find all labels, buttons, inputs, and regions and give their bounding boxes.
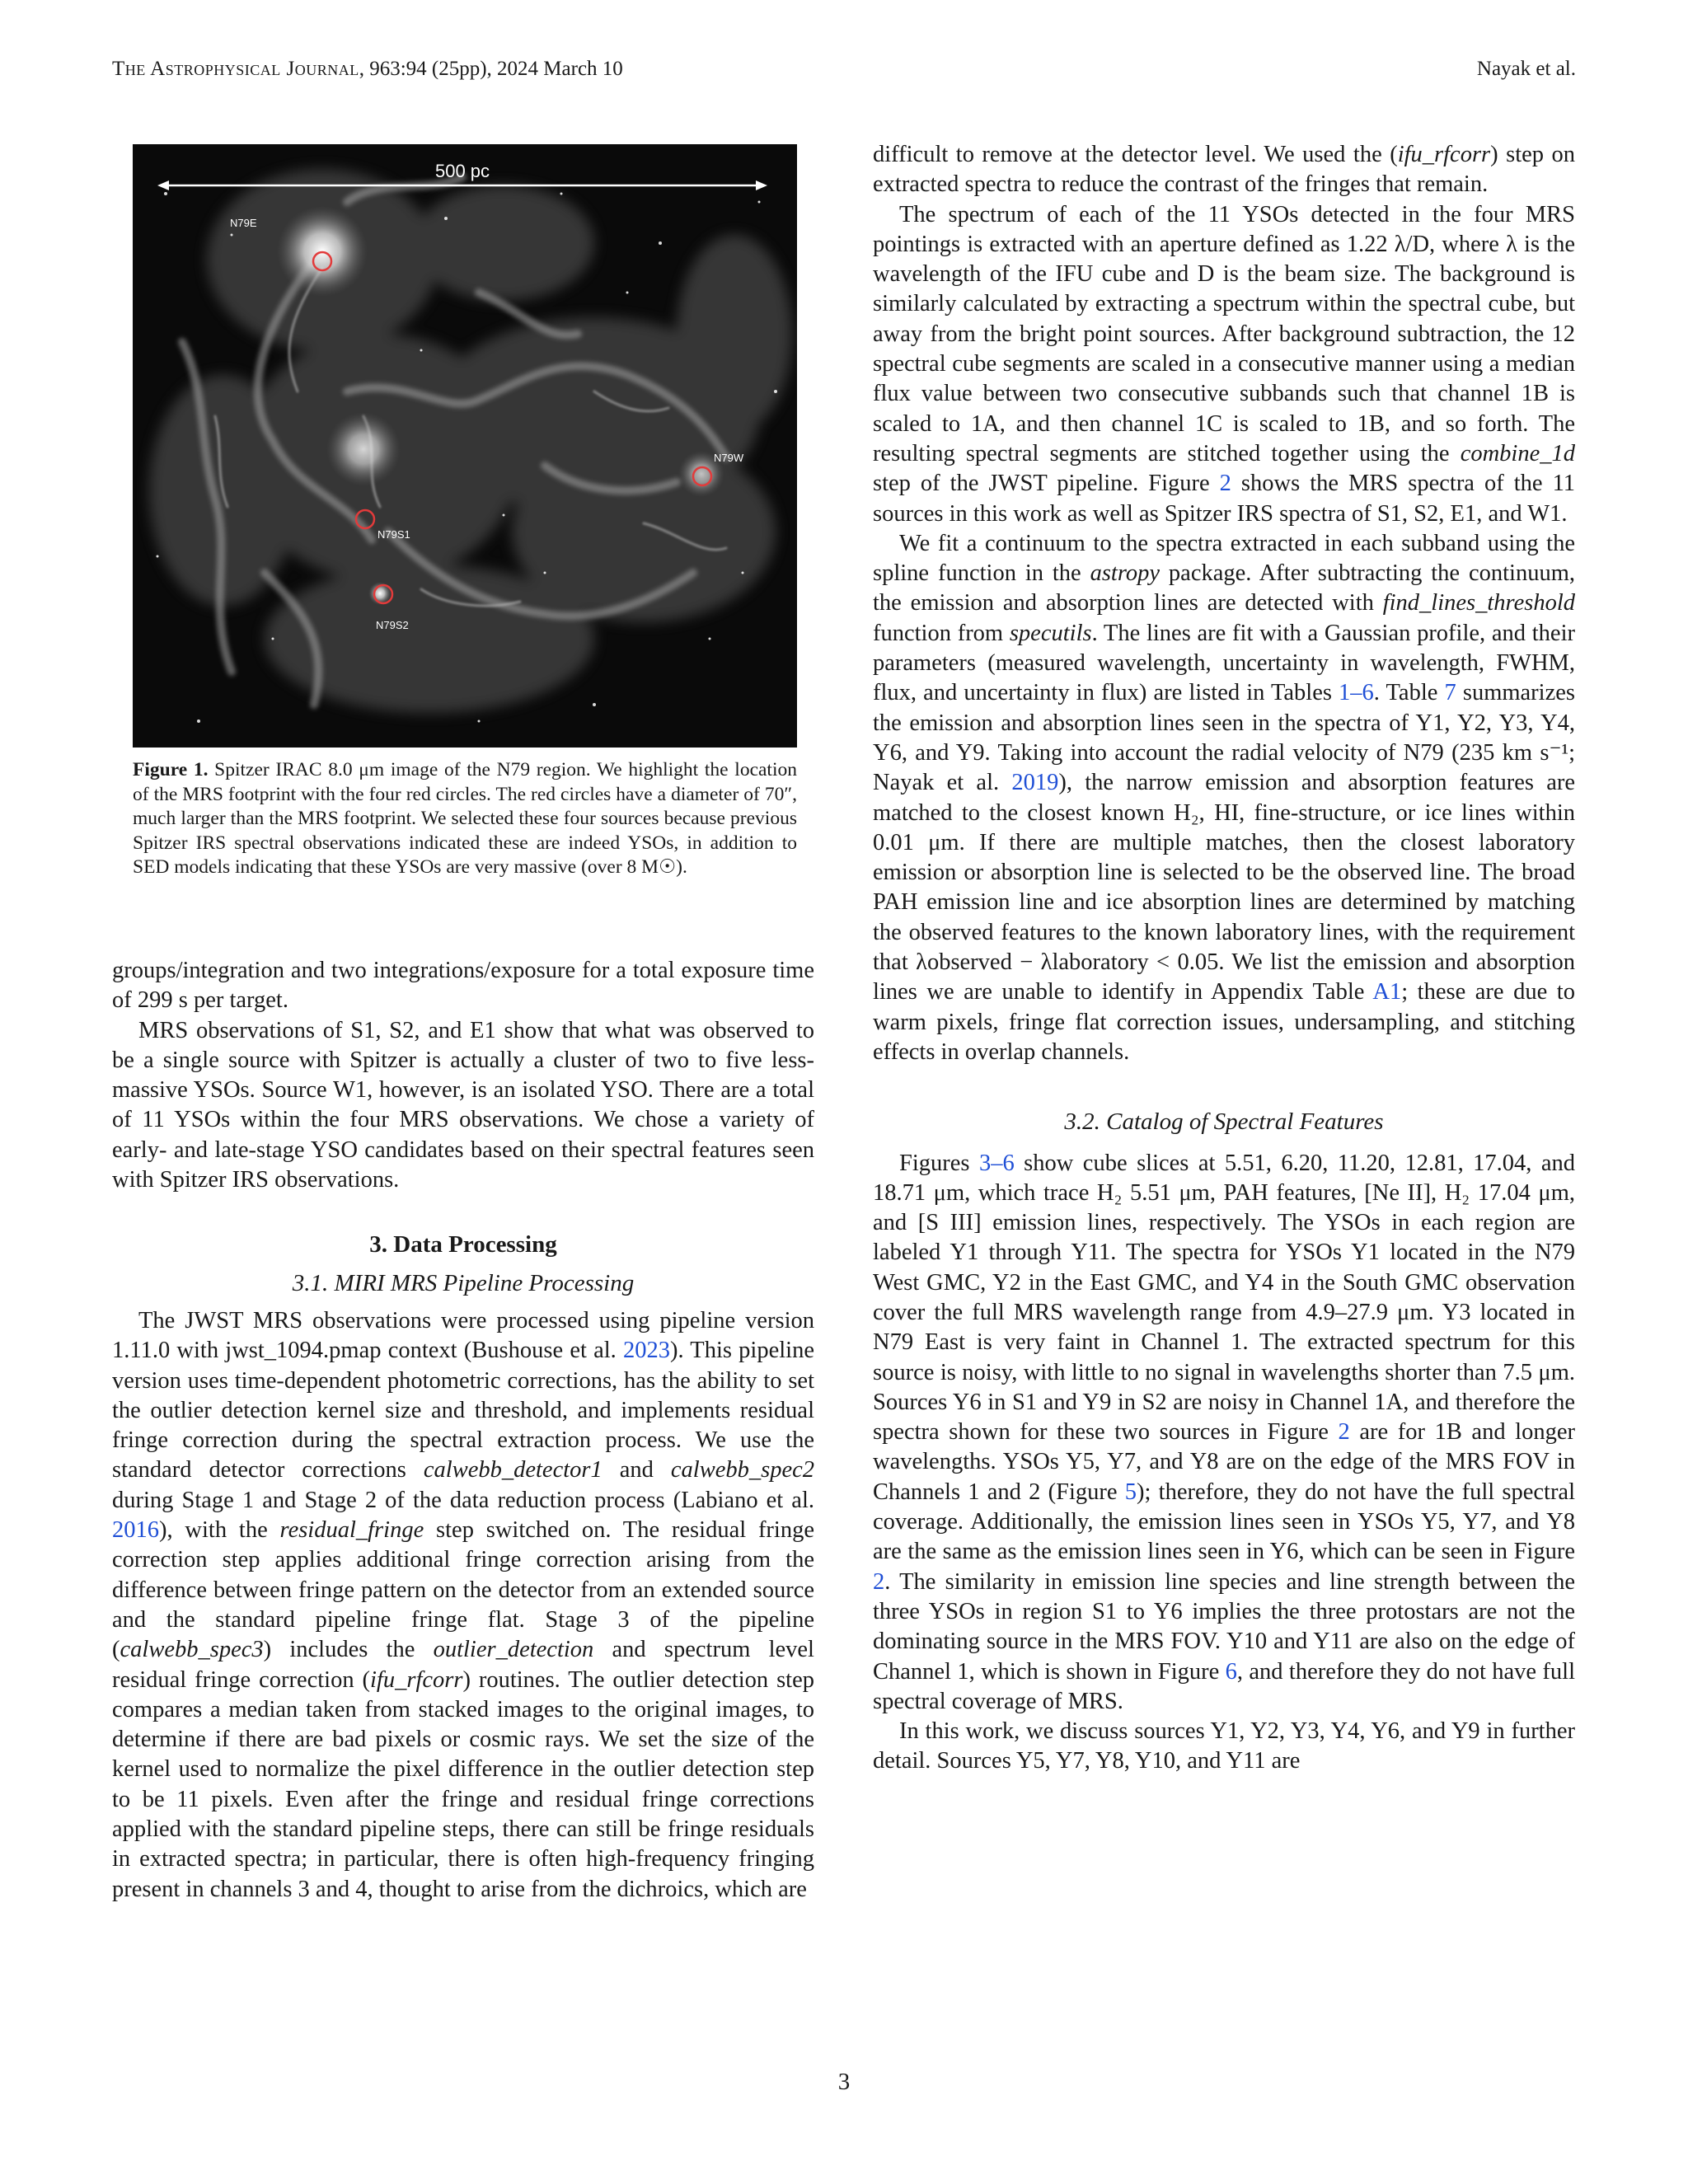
figure-link[interactable]: 5	[1124, 1479, 1137, 1505]
figure-link[interactable]: 2	[873, 1568, 885, 1595]
journal-citation: , 963:94 (25pp), 2024 March 10	[359, 58, 623, 80]
table-link[interactable]: A1	[1372, 979, 1402, 1005]
subsection-title: 3.2. Catalog of Spectral Features	[1064, 1108, 1384, 1136]
left-column	[112, 956, 814, 1905]
scale-bar-label: 500 pc	[434, 161, 490, 181]
page-number: 3	[837, 2069, 851, 2095]
paragraph: Figures 3–6 show cube slices at 5.51, 6.20, 11.20, 12.81, 17.04, and 18.71 μm, which trace H₂ 5.51 μm, PAH features, [Ne II], H₂ 17.04 μm, and [S III] emission lines, respectively. The YSOs in each region are labeled Y1 through Y11. The spectra for YSOs Y1 located in the N79 West GMC, Y2 in the East GMC, and Y4 in the South GMC observation cover the full MRS wavelength range from 4.9–27.9 μm. Y3 located in N79 East is very faint in Channel 1. The extracted spectrum for this source is noisy, with little to no signal in wavelengths shorter than 7.5 μm. Sources Y6 in S1 and Y9 in S2 are noisy in Channel 1A, and therefore the spectra shown for these two sources in Figure 2 are for 1B and longer wavelengths. YSOs Y5, Y7, and Y8 are on the edge of the MRS FOV in Channels 1 and 2 (Figure 5); therefore, they do not have the full spectral coverage. Additionally, the emission lines seen in YSOs Y5, Y7, and Y8 are the same as the emission lines seen in Y6, which can be seen in Figure 2. The similarity in emission line species and line strength between the three YSOs in region S1 to Y6 implies the three protostars are not the dominating source in the MRS FOV. Y10 and Y11 are also on the edge of Channel 1, which is shown in Figure 6, and therefore they do not have full spectral coverage of MRS.	[873, 1150, 1576, 1714]
figure-link[interactable]: 2	[1219, 471, 1231, 497]
label-n79s1: N79S1	[377, 528, 410, 541]
citation-link[interactable]: 2019	[1011, 770, 1059, 796]
paragraph: The JWST MRS observations were processed using pipeline version 1.11.0 with jwst_1094.pmap context (Bushouse et al. 2023). This pipeline version uses time-dependent photometric corrections, has the ability to set the outlier detection kernel size and threshold, and implements residual fringe correction during the spectral extraction process. We use the standard detector corrections calwebb_detector1 and calwebb_spec2 during Stage 1 and Stage 2 of the data reduction process (Labiano et al. 2016), with the residual_fringe step switched on. The residual fringe correction step applies additional fringe correction arising from the difference between fringe pattern on the detector from an extended source and the standard pipeline fringe flat. Stage 3 of the pipeline (calwebb_spec3) includes the outlier_detection and spectrum level residual fringe correction (ifu_rfcorr) routines. The outlier detection step compares a median taken from stacked images to the original images, to determine if there are bad pixels or cosmic rays. We set the size of the kernel used to normalize the pixel difference in the outlier detection step to be 11 pixels. Even after the fringe and residual fringe corrections applied with the standard pipeline steps, there can still be fringe residuals in extracted spectra; in particular, there is often high-frequency fringing present in channels 3 and 4, thought to arise from the dichroics, which are	[112, 1307, 814, 1902]
citation-link[interactable]: 2016	[112, 1517, 159, 1544]
label-n79e: N79E	[230, 217, 257, 229]
running-header-journal	[112, 58, 623, 81]
caption-text: Spitzer IRAC 8.0 μm image of the N79 region. We highlight the location of the MRS footprint with the four red circles. The red circles have a diameter of 70″, much larger than the MRS footprint. We selected these four sources because previous Spitzer IRS spectral observations indicated these are indeed YSOs, in addition to SED models indicating that these YSOs are very massive (over 8 M☉).	[133, 759, 797, 878]
paragraph: We fit a continuum to the spectra extracted in each subband using the spline function in the astropy package. After subtracting the continuum, the emission and absorption lines are detected with find_lines_threshold function from specutils. The lines are fit with a Gaussian profile, and their parameters (measured wavelength, uncertainty in wavelength, FWHM, flux, and uncertainty in flux) are listed in Tables 1–6. Table 7 summarizes the emission and absorption lines seen in the spectra of Y1, Y2, Y3, Y4, Y6, and Y9. Taking into account the radial velocity of N79 (235 km s⁻¹; Nayak et al. 2019), the narrow emission and absorption features are matched to the closest known H₂, HI, fine-structure, or ice lines within 0.01 μm. If there are multiple matches, then the closest laboratory emission or absorption line is selected to be the observed line. The broad PAH emission line and ice absorption lines are determined by matching the observed features to the known laboratory lines, with the requirement that λobserved − λlaboratory < 0.05. We list the emission and absorption lines we are unable to identify in Appendix Table A1; these are due to warm pixels, fringe flat correction issues, undersampling, and stitching effects in overlap channels.	[873, 530, 1575, 1065]
n79-nebula-image	[133, 144, 797, 748]
label-n79w: N79W	[714, 452, 744, 464]
label-n79s2: N79S2	[376, 619, 409, 631]
table-link[interactable]: 1–6	[1339, 680, 1374, 706]
table-link[interactable]: 7	[1444, 680, 1456, 706]
citation-link[interactable]: 2023	[623, 1338, 670, 1364]
figure-link[interactable]: 3–6	[978, 1150, 1015, 1176]
subsection-title: 3.1. MIRI MRS Pipeline Processing	[292, 1269, 635, 1296]
figure-link[interactable]: 6	[1225, 1658, 1237, 1685]
paragraph: MRS observations of S1, S2, and E1 show that what was observed to be a single source with Spitzer is actually a cluster of two to five less-massive YSOs. Source W1, however, is an isolated YSO. There are a total of 11 YSOs within the four MRS observations. We chose a variety of early- and late-stage YSO candidates based on their spectral features seen with Spitzer IRS observations.	[112, 1017, 814, 1193]
figure-1-image	[133, 144, 797, 748]
paragraph: The spectrum of each of the 11 YSOs detected in the four MRS pointings is extracted with an aperture defined as 1.22 λ/D, where λ is the wavelength of the IFU cube and D is the beam size. The background is similarly calculated by extracting a spectrum within the spectral cube, but away from the bright point sources. After background subtraction, the 12 spectral cube segments are scaled in a consecutive manner using a median flux value between two consecutive subbands such that channel 1B is scaled to 1A, and then channel 1C is scaled to 1B, and so forth. The resulting spectral segments are stitched together using the combine_1d step of the JWST pipeline. Figure 2 shows the MRS spectra of the 11 sources in this work as well as Spitzer IRS spectra of S1, S2, E1, and W1.	[873, 201, 1576, 527]
running-header-authors: Nayak et al.	[1476, 58, 1576, 80]
figure-1-caption	[133, 758, 797, 880]
section-title: 3. Data Processing	[369, 1231, 557, 1258]
right-column	[873, 140, 1575, 1777]
paragraph: difficult to remove at the detector level. We used the (ifu_rfcorr) step on extracted spectra to reduce the contrast of the fringes that remain.	[873, 142, 1576, 198]
journal-name: The Astrophysical Journal	[112, 58, 359, 80]
paragraph: In this work, we discuss sources Y1, Y2, Y3, Y4, Y6, and Y9 in further detail. Sources Y5, Y7, Y8, Y10, and Y11 are	[873, 1718, 1575, 1774]
figure-link[interactable]: 2	[1338, 1419, 1350, 1446]
paragraph: groups/integration and two integrations/exposure for a total exposure time of 299 s per target.	[112, 958, 814, 1014]
caption-label: Figure 1.	[133, 759, 209, 780]
